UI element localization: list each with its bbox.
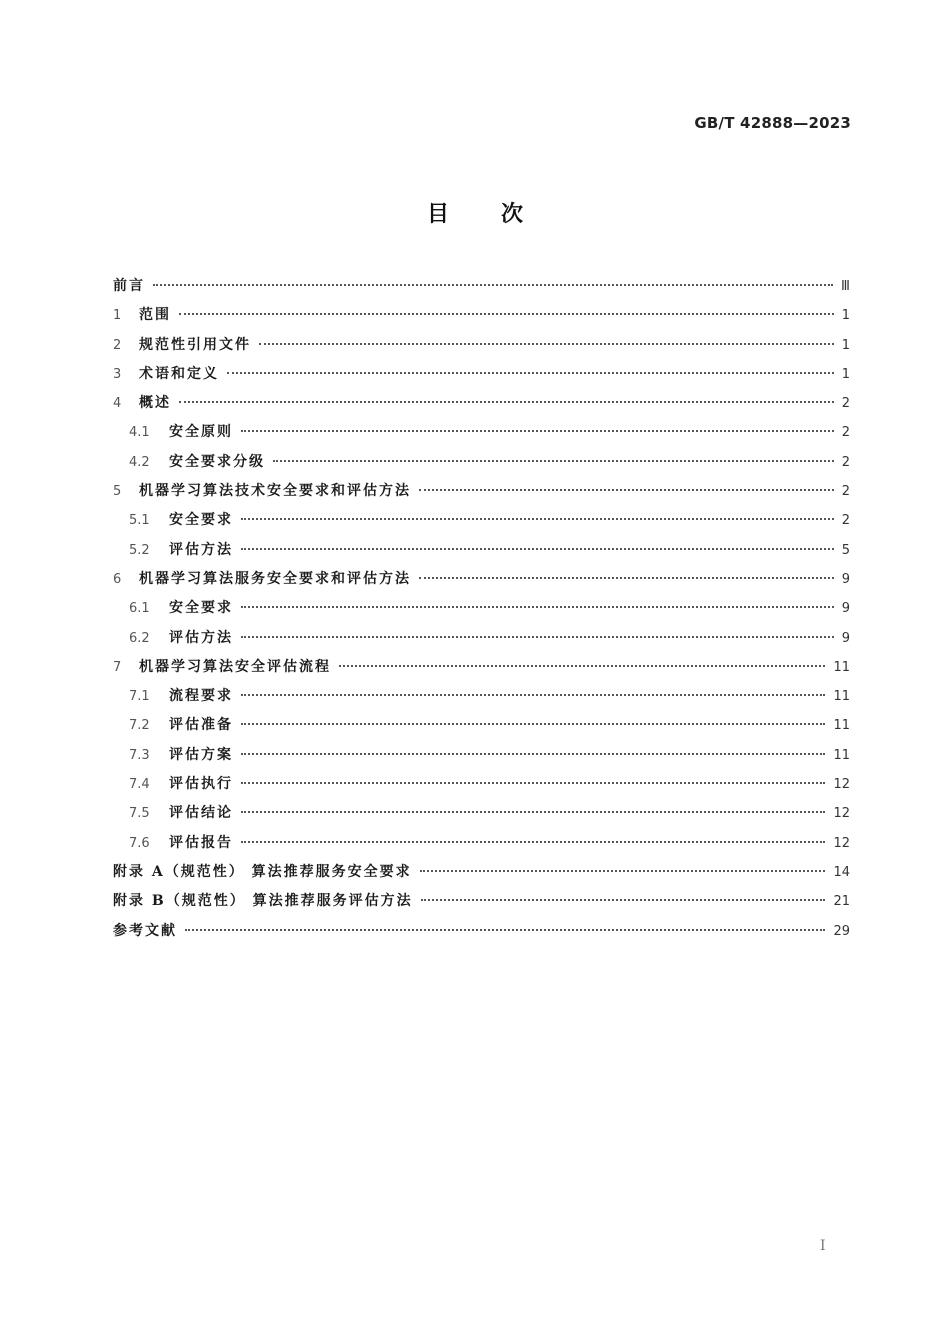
dot-leader (179, 401, 834, 403)
dot-leader (419, 489, 834, 491)
dot-leader (339, 665, 825, 667)
toc-entry-page: 1 (841, 308, 850, 324)
toc-entry-label: 机器学习算法服务安全要求和评估方法 (139, 570, 411, 587)
toc-subentry[interactable] (113, 624, 850, 653)
toc-subentry[interactable] (113, 506, 850, 535)
dot-leader (421, 899, 826, 901)
toc-entry-page: 11 (833, 659, 850, 675)
dot-leader (241, 548, 834, 550)
toc-entry-page: 5 (841, 542, 850, 558)
toc-entry-number: 3 (113, 366, 122, 382)
toc-entry-page: 1 (841, 337, 850, 353)
toc-entry[interactable] (113, 389, 850, 418)
dot-leader (241, 811, 825, 813)
dot-leader (227, 372, 834, 374)
toc-entry-page: 2 (841, 396, 850, 412)
toc-entry-label: 概述 (139, 395, 171, 412)
toc-entry-page: 29 (833, 923, 850, 939)
toc-entry-page: 11 (833, 718, 850, 734)
toc-entry-label: 规范性引用文件 (139, 336, 251, 353)
toc-entry-references[interactable] (113, 917, 850, 946)
standard-number: GB/T 42888—2023 (694, 114, 851, 132)
toc-entry-label: 评估报告 (169, 834, 233, 851)
toc-entry-number: 7.5 (129, 806, 150, 822)
toc-entry-label: 评估结论 (169, 805, 233, 822)
toc-entry-number: 7.6 (129, 835, 150, 851)
toc-entry-page: 9 (841, 571, 850, 587)
toc-entry-label: 机器学习算法安全评估流程 (139, 658, 331, 675)
dot-leader (419, 577, 834, 579)
toc-entry-label: 流程要求 (169, 688, 233, 705)
toc-entry[interactable] (113, 360, 850, 389)
toc-entry-label: 范围 (139, 307, 171, 324)
toc-entry-number: 7.4 (129, 777, 150, 793)
toc-entry-page: 12 (833, 777, 850, 793)
toc-entry-page: 9 (841, 630, 850, 646)
toc-subentry[interactable] (113, 829, 850, 858)
toc-subentry[interactable] (113, 682, 850, 711)
dot-leader (273, 460, 834, 462)
toc-title (0, 197, 950, 228)
toc-title-part2: 次 (501, 202, 524, 227)
toc-entry-label: 附录 B（规范性） 算法推荐服务评估方法 (113, 893, 413, 910)
dot-leader (241, 782, 825, 784)
toc-entry-page: 12 (833, 835, 850, 851)
toc-entry-label: 评估方案 (169, 746, 233, 763)
toc-entry-appendix-a[interactable] (113, 858, 850, 887)
toc-entry-number: 4.1 (129, 425, 150, 441)
toc-subentry[interactable] (113, 448, 850, 477)
toc-entry-label: 安全原则 (169, 424, 233, 441)
toc-entry-page: 2 (841, 513, 850, 529)
toc-title-part1: 目 (426, 202, 449, 227)
toc-entry-page: 12 (833, 806, 850, 822)
toc-entry-number: 6.2 (129, 630, 150, 646)
dot-leader (259, 343, 834, 345)
toc-entry-label: 术语和定义 (139, 365, 219, 382)
toc-entry-label: 安全要求分级 (169, 453, 265, 470)
toc-entry-number: 6 (113, 571, 122, 587)
toc-entry-label: 评估方法 (169, 629, 233, 646)
toc-entry-label: 安全要求 (169, 600, 233, 617)
toc-entry-page: 11 (833, 747, 850, 763)
toc-entry-page: 11 (833, 689, 850, 705)
toc-entry[interactable] (113, 477, 850, 506)
table-of-contents (113, 272, 850, 946)
toc-entry-page: 1 (841, 366, 850, 382)
dot-leader (241, 636, 834, 638)
toc-entry-number: 7.2 (129, 718, 150, 734)
dot-leader (241, 694, 825, 696)
dot-leader (241, 606, 834, 608)
page-number: I (820, 1238, 826, 1254)
toc-entry-page: 21 (833, 894, 850, 910)
toc-entry-label: 评估方法 (169, 541, 233, 558)
toc-subentry[interactable] (113, 594, 850, 623)
toc-entry-number: 1 (113, 308, 122, 324)
dot-leader (241, 723, 825, 725)
toc-entry-label: 安全要求 (169, 512, 233, 529)
dot-leader (153, 284, 833, 286)
toc-subentry[interactable] (113, 799, 850, 828)
toc-subentry[interactable] (113, 536, 850, 565)
dot-leader (241, 753, 825, 755)
toc-entry-number: 2 (113, 337, 122, 353)
toc-entry-label: 参考文献 (113, 922, 177, 939)
toc-entry[interactable] (113, 301, 850, 330)
dot-leader (241, 841, 825, 843)
toc-entry-number: 5.2 (129, 542, 150, 558)
toc-entry[interactable] (113, 653, 850, 682)
toc-entry-number: 7.1 (129, 689, 150, 705)
toc-subentry[interactable] (113, 711, 850, 740)
dot-leader (241, 518, 834, 520)
toc-entry-page: 2 (841, 454, 850, 470)
toc-entry-page: 2 (841, 484, 850, 500)
dot-leader (241, 430, 834, 432)
toc-entry[interactable] (113, 565, 850, 594)
toc-entry-number: 6.1 (129, 601, 150, 617)
toc-entry-number: 5 (113, 484, 122, 500)
toc-subentry[interactable] (113, 418, 850, 447)
toc-subentry[interactable] (113, 741, 850, 770)
toc-entry-label: 前言 (113, 278, 145, 294)
toc-entry-number: 4.2 (129, 454, 150, 470)
toc-entry-page: Ⅲ (841, 279, 850, 294)
toc-entry-number: 7.3 (129, 747, 150, 763)
toc-entry-foreword[interactable] (113, 272, 850, 301)
toc-entry-label: 机器学习算法技术安全要求和评估方法 (139, 483, 411, 500)
toc-entry-page: 9 (841, 601, 850, 617)
toc-subentry[interactable] (113, 770, 850, 799)
toc-entry-page: 14 (833, 864, 850, 880)
toc-entry-appendix-b[interactable] (113, 887, 850, 916)
dot-leader (179, 313, 834, 315)
toc-entry-label: 评估执行 (169, 776, 233, 793)
toc-entry-page: 2 (841, 425, 850, 441)
toc-entry-number: 4 (113, 396, 122, 412)
toc-entry-label: 评估准备 (169, 717, 233, 734)
dot-leader (185, 929, 825, 931)
toc-entry-number: 7 (113, 659, 122, 675)
toc-entry-label: 附录 A（规范性） 算法推荐服务安全要求 (113, 863, 412, 880)
toc-entry[interactable] (113, 331, 850, 360)
toc-entry-number: 5.1 (129, 513, 150, 529)
dot-leader (420, 870, 826, 872)
